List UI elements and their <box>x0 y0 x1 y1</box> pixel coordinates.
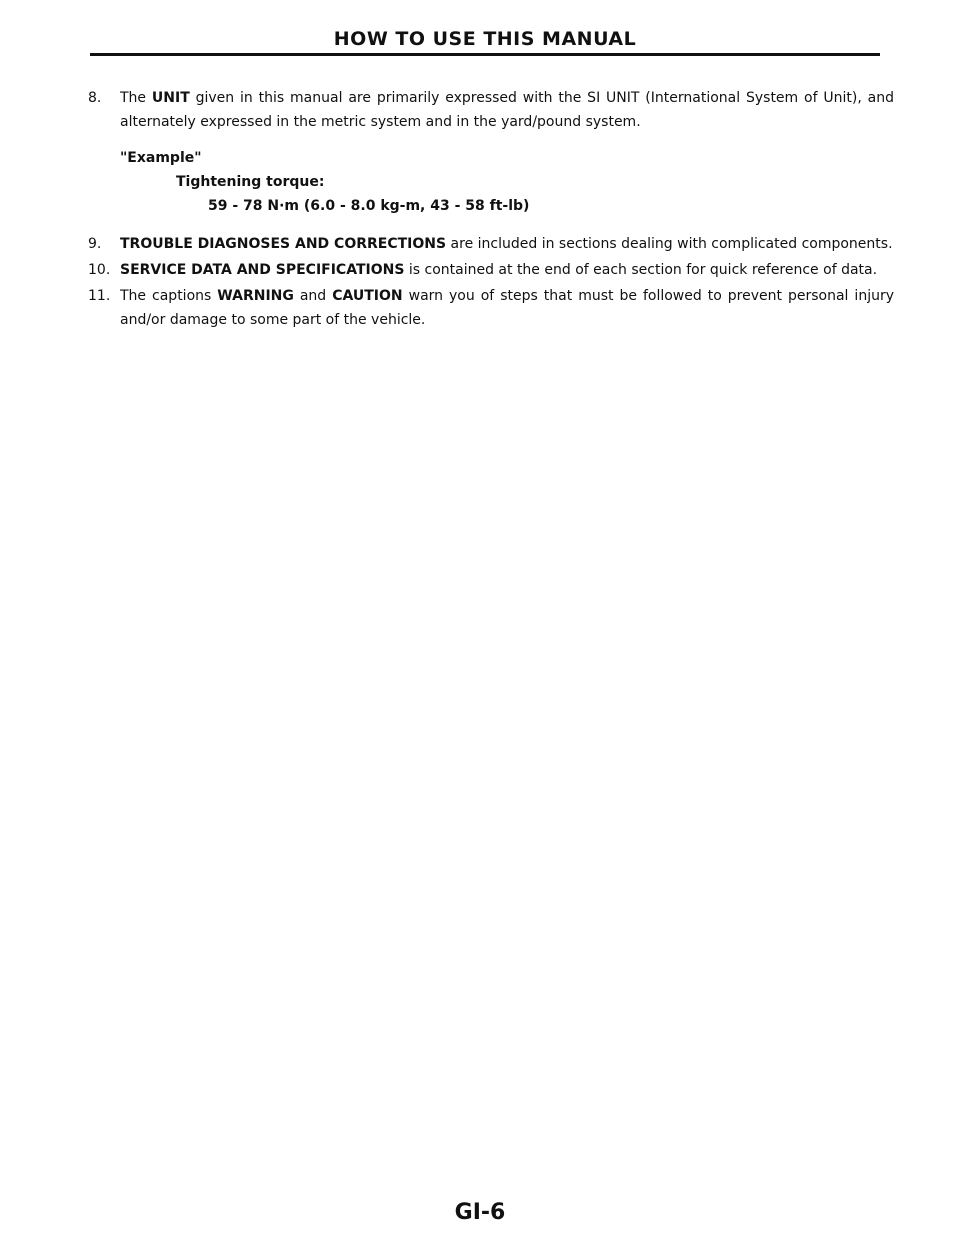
item-text <box>120 232 894 256</box>
example-torque-label: Tightening torque: <box>176 174 325 190</box>
item-number: 9. <box>88 236 102 252</box>
page-title: HOW TO USE THIS MANUAL <box>333 28 637 50</box>
item-text-mid: and <box>293 288 333 304</box>
page-number: GI-6 <box>454 1200 506 1225</box>
list-item-11 <box>88 284 894 332</box>
item-number: 11. <box>88 288 111 304</box>
item-number: 8. <box>88 90 102 106</box>
example-torque-value: 59 - 78 N·m (6.0 - 8.0 kg-m, 43 - 58 ft-lb) <box>208 198 530 214</box>
item-text-rest: is contained at the end of each section for quick reference of data. <box>404 262 878 278</box>
page-header <box>90 28 880 50</box>
item-keyword-2: CAUTION <box>332 288 403 304</box>
item-text-rest: warn you of steps that must be followed to prevent personal injury and/or damage to some part of the vehicle. <box>120 288 894 328</box>
item-text-rest: given in this manual are primarily expressed with the SI UNIT (International System of Unit), and alternately expressed in the metric system and in the yard/pound system. <box>120 90 894 130</box>
example-block <box>120 146 894 218</box>
item-keyword: TROUBLE DIAGNOSES AND CORRECTIONS <box>120 236 447 252</box>
list-item-9 <box>88 232 894 256</box>
item-text <box>120 258 894 282</box>
list-item-10 <box>88 258 894 282</box>
item-number: 10. <box>88 262 111 278</box>
item-keyword: UNIT <box>151 90 190 106</box>
item-text-pre: The captions <box>120 288 218 304</box>
example-label: "Example" <box>120 150 202 166</box>
list-item-8 <box>88 86 894 134</box>
item-text-pre: The <box>120 90 152 106</box>
item-keyword: WARNING <box>217 288 294 304</box>
item-keyword: SERVICE DATA AND SPECIFICATIONS <box>120 262 405 278</box>
page-footer <box>0 1200 960 1225</box>
header-divider <box>90 53 880 56</box>
item-text-rest: are included in sections dealing with complicated components. <box>446 236 893 252</box>
content-body <box>88 86 894 334</box>
item-text <box>120 86 894 134</box>
item-text <box>120 284 894 332</box>
